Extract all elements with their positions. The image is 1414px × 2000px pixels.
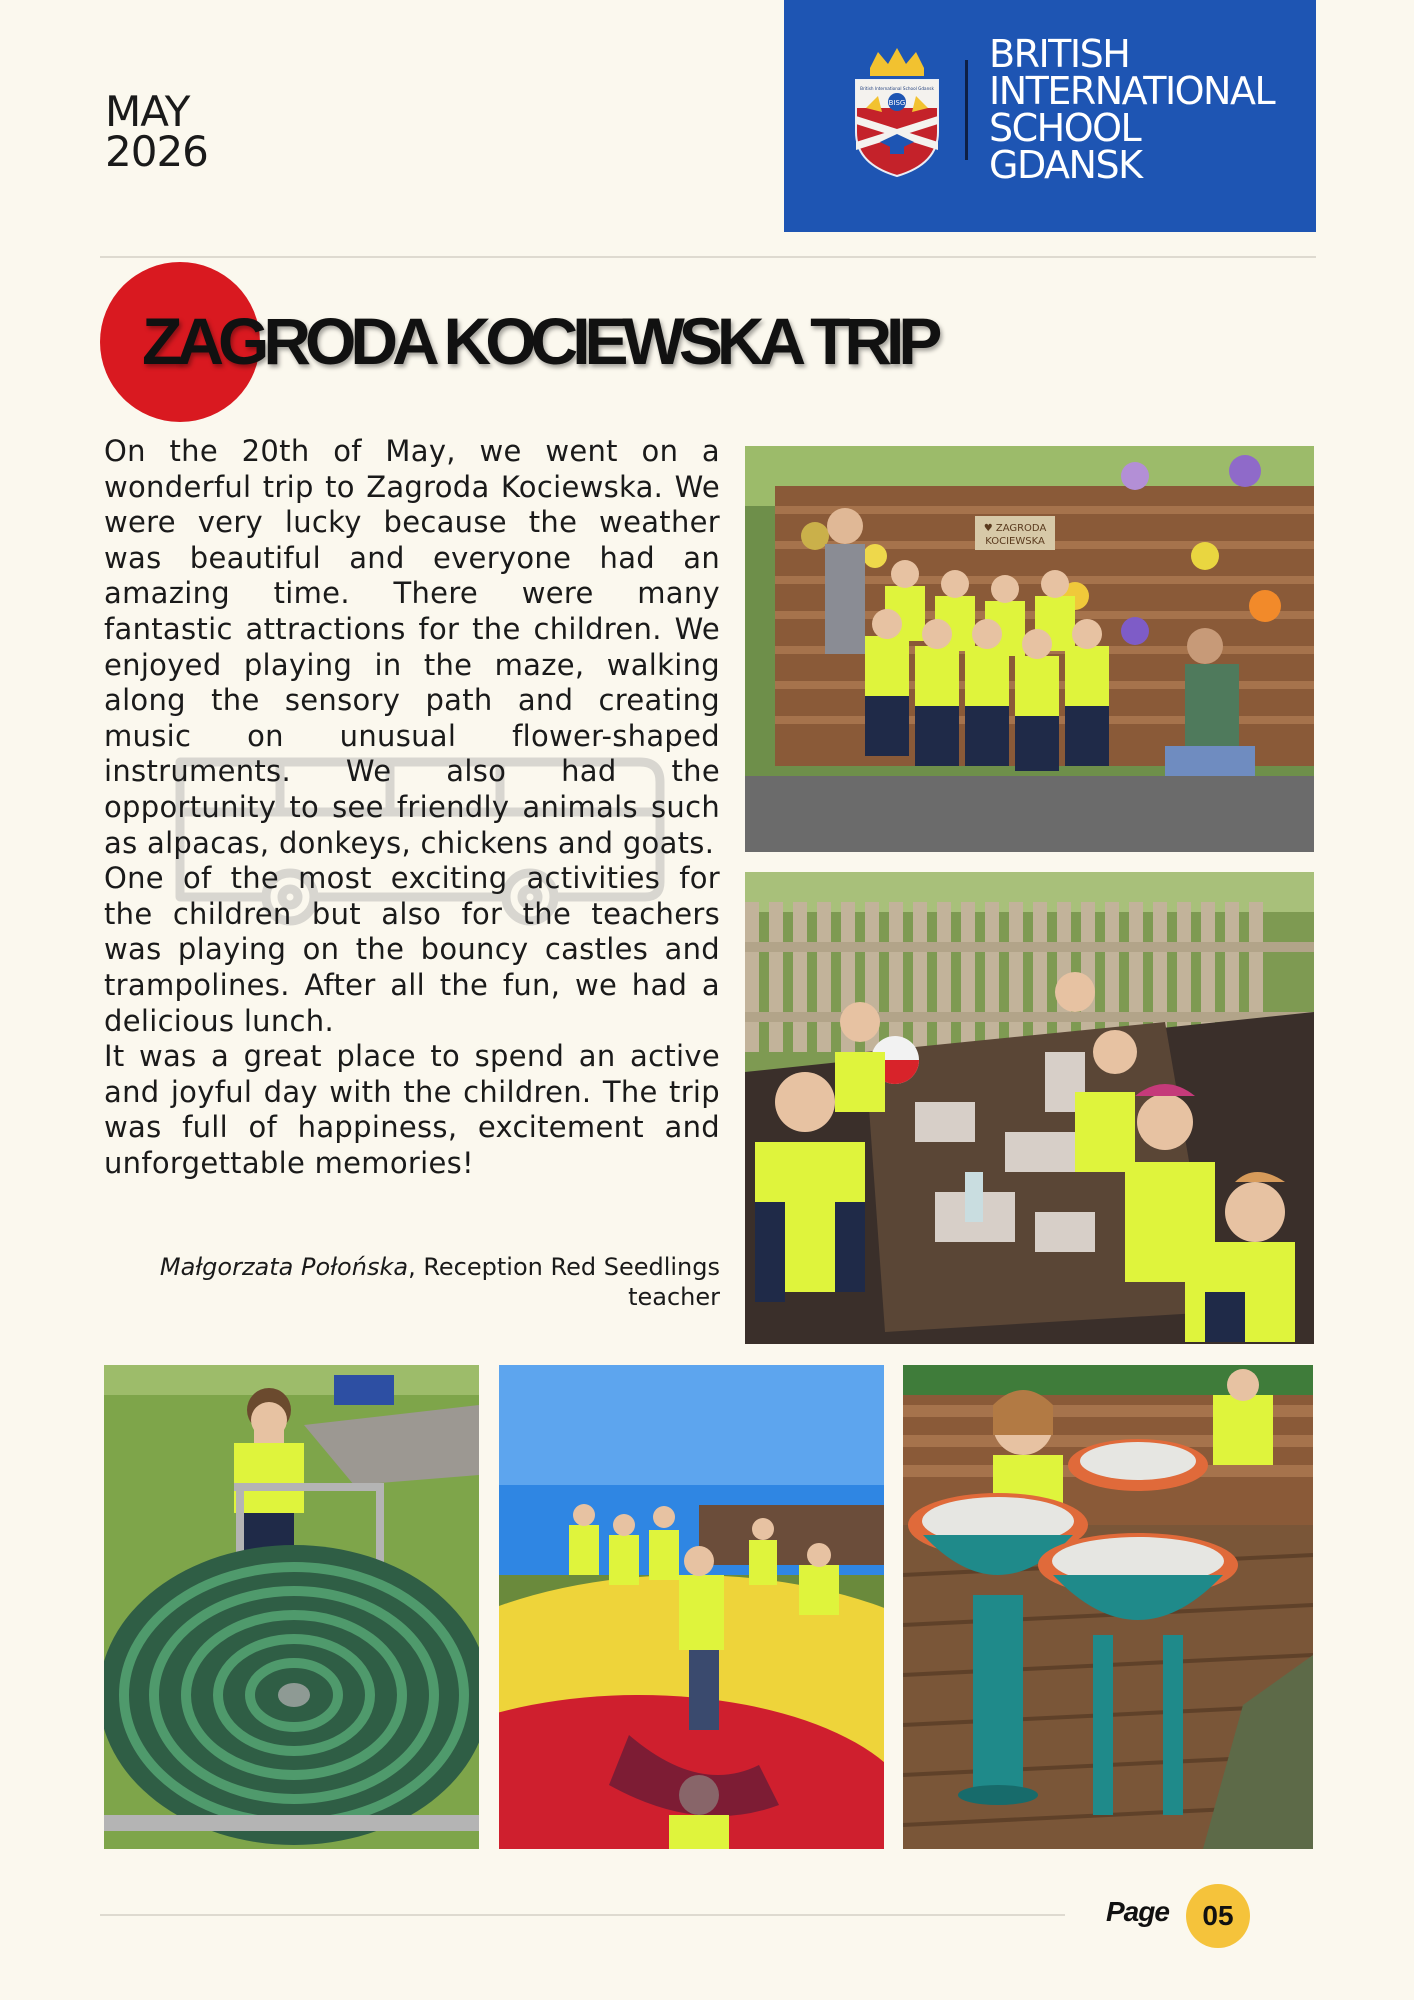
school-name-line: BRITISH	[989, 32, 1130, 76]
article-body	[104, 434, 720, 1181]
header-divider	[100, 256, 1316, 258]
photo-lunch-tables[interactable]	[745, 872, 1314, 1344]
photo-bouncy-trampoline[interactable]	[499, 1365, 884, 1849]
crest-caption: British International School Gdansk	[860, 86, 934, 91]
crest-monogram: BISG	[888, 99, 906, 107]
logo-divider	[965, 60, 968, 160]
article-title: ZAGRODA KOCIEWSKA TRIP	[142, 304, 937, 378]
school-logo[interactable]	[784, 0, 1316, 232]
article-paragraph: It was a great place to spend an active and joyful day with the children. The trip was full of happiness, excitement and unforgettable memories!	[104, 1039, 720, 1180]
author-role: , Reception Red Seedlings teacher	[408, 1253, 720, 1311]
article-signature	[104, 1252, 720, 1312]
issue-date	[105, 87, 208, 176]
photo-group-sign-wall[interactable]	[745, 446, 1314, 852]
school-name	[989, 32, 1275, 187]
school-name-line: GDANSK	[989, 143, 1142, 187]
sign-text: ♥ ZAGRODA	[983, 523, 1047, 534]
school-name-line: SCHOOL	[989, 106, 1141, 150]
author-name: Małgorzata Połońska	[159, 1253, 409, 1281]
photo-flower-drums[interactable]	[903, 1365, 1313, 1849]
photo-maze-game[interactable]	[104, 1365, 479, 1849]
article-paragraph: On the 20th of May, we went on a wonderful trip to Zagroda Kociewska. We were very lucky because the weather was beautiful and everyone had an amazing time. There were many fantastic attractions for the children. We enjoyed playing in the maze, walking along the sensory path and creating music on unusual flower-shaped instruments. We also had the opportunity to see friendly animals such as alpacas, donkeys, chickens and goats.	[104, 434, 720, 860]
sign-text: KOCIEWSKA	[985, 536, 1045, 547]
page-label: Page	[1106, 1896, 1169, 1927]
school-crest-icon	[852, 46, 942, 178]
article-paragraph: One of the most exciting activities for the children but also for the teachers was playing on the bouncy castles and trampolines. After all the fun, we had a delicious lunch.	[104, 861, 720, 1038]
page-number-badge: 05	[1186, 1884, 1250, 1948]
footer-divider	[100, 1914, 1065, 1916]
issue-month: MAY	[105, 87, 190, 136]
issue-year: 2026	[105, 127, 208, 176]
school-name-line: INTERNATIONAL	[989, 69, 1275, 113]
